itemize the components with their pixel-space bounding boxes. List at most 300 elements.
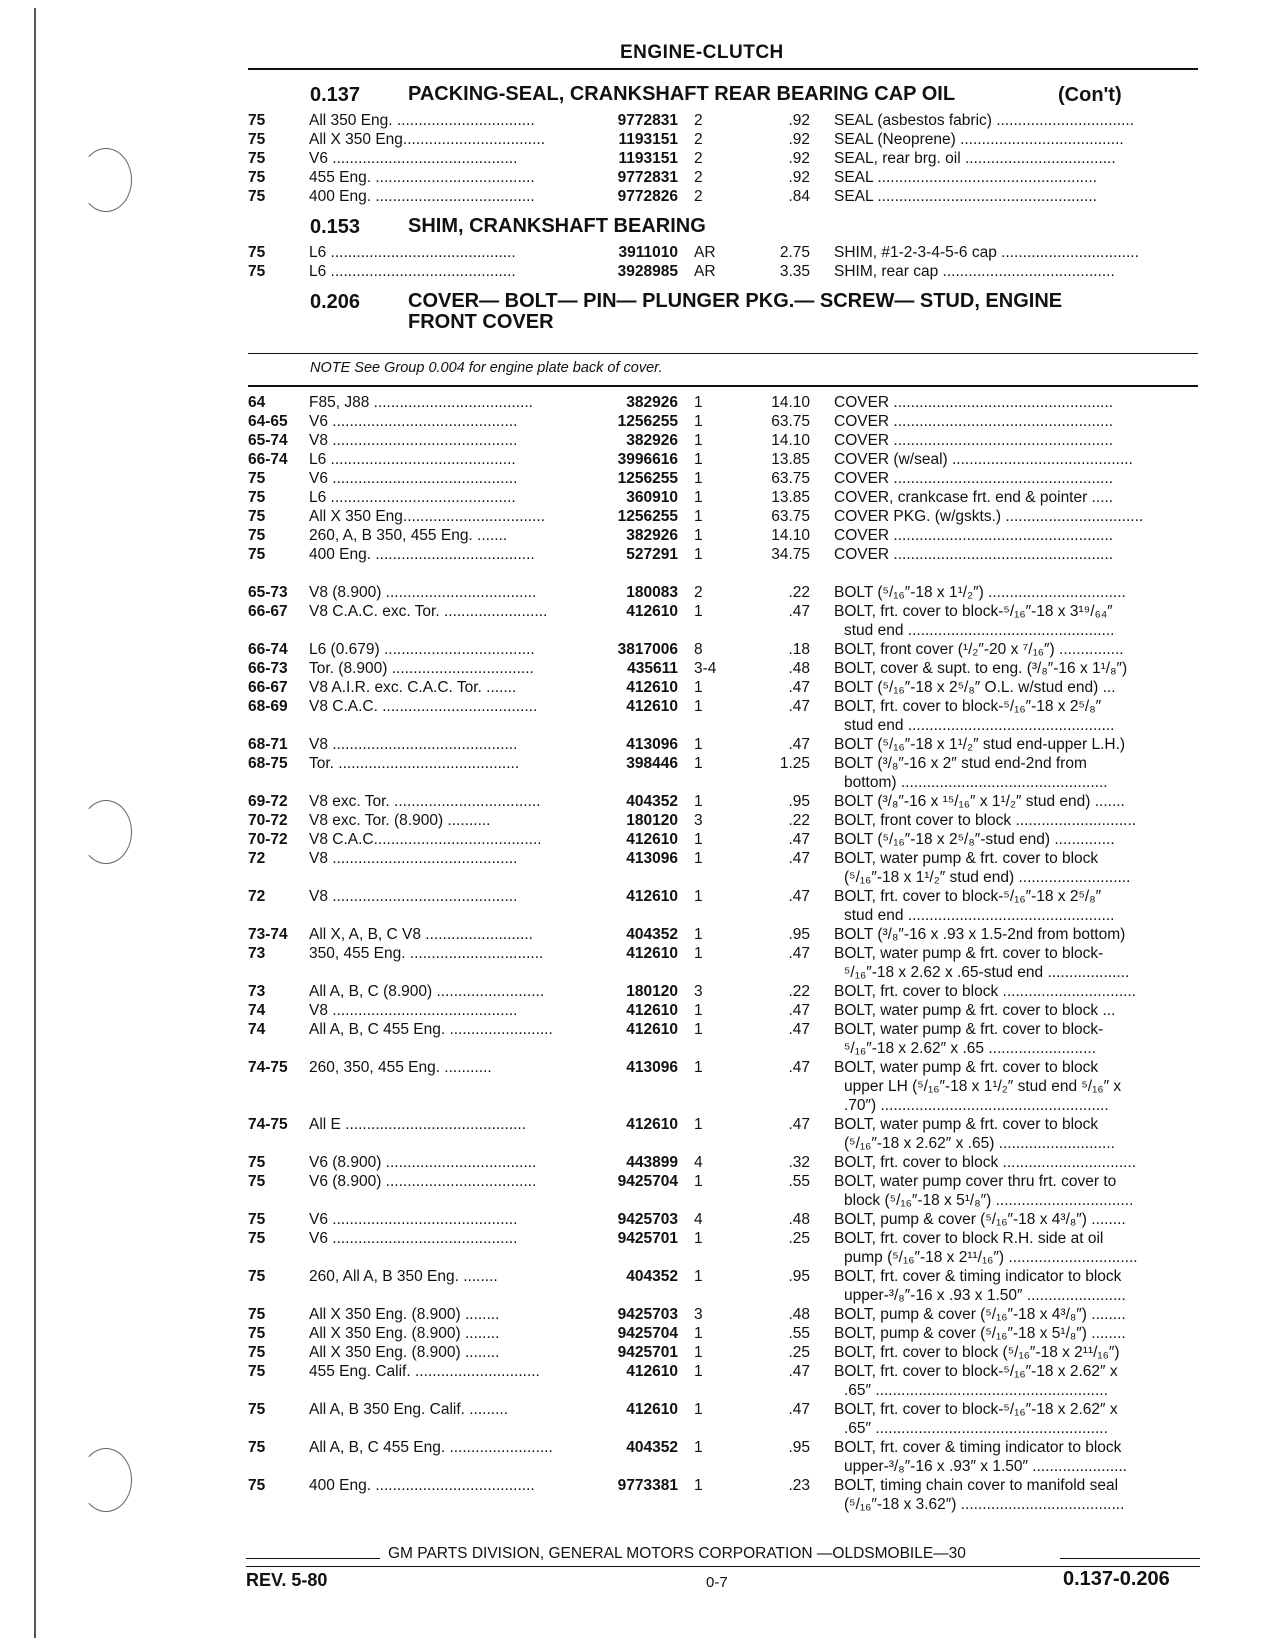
quantity-cell: 1 [694,1002,703,1019]
revision-label: REV. 5-80 [246,1570,328,1590]
model-cell: All A, B, C 455 Eng. ........................ [309,1439,553,1456]
model-cell: V8 exc. Tor. .................................. [309,793,541,810]
part-number-cell: 9772826 [617,188,678,205]
group-number: 0.153 [310,216,361,238]
table-row [0,546,1280,564]
description-cell: BOLT, pump & cover (⁵/₁₆″-18 x 4³/₈″) ........ [834,1306,1126,1323]
table-row [0,1325,1280,1343]
price-cell: .92 [788,150,810,167]
price-cell: .47 [788,1401,810,1418]
year-cell: 75 [248,527,266,544]
description-cell: BOLT (⁵/₁₆″-18 x 1¹/₂″ stud end-upper L.H.) [834,736,1126,753]
year-cell: 75 [248,1211,266,1228]
description-cell: COVER (w/seal) .......................................... [834,451,1133,468]
part-number-cell: 412610 [626,888,678,905]
part-number-cell: 412610 [626,679,678,696]
quantity-cell: 2 [694,112,703,129]
price-cell: .95 [788,1439,810,1456]
price-cell: .84 [788,188,810,205]
table-row [0,169,1280,187]
year-cell: 75 [248,1306,266,1323]
year-cell: 75 [248,546,266,563]
price-cell: 1.25 [779,755,810,772]
description-cell: BOLT, frt. cover to block-⁵/₁₆″-18 x 2.62″ x [834,1363,1118,1380]
quantity-cell: 1 [694,736,703,753]
model-cell: All X 350 Eng................................. [309,131,546,148]
table-row [0,1002,1280,1020]
description-cell: BOLT, water pump & frt. cover to block [834,1116,1099,1133]
group-title: SHIM, CRANKSHAFT BEARING [408,215,706,237]
description-cell: BOLT, water pump & frt. cover to block- [834,1021,1104,1038]
price-cell: 13.85 [771,451,810,468]
part-number-cell: 404352 [626,1268,678,1285]
table-row [0,812,1280,830]
part-number-cell: 382926 [626,527,678,544]
description-cell: COVER ................................................... [834,470,1114,487]
description-cell: BOLT, water pump & frt. cover to block- [834,945,1104,962]
year-cell: 75 [248,1154,266,1171]
quantity-cell: 1 [694,1173,703,1190]
description-cell: BOLT, water pump cover thru frt. cover to [834,1173,1117,1190]
description-cell: BOLT, frt. cover to block-⁵/₁₆″-18 x 2⁵/₈″ [834,698,1102,715]
price-cell: .48 [788,1211,810,1228]
description-continuation: ⁵/₁₆″-18 x 2.62 x .65-stud end ................... [844,964,1130,981]
quantity-cell: 1 [694,945,703,962]
quantity-cell: 1 [694,1059,703,1076]
description-continuation: (⁵/₁₆″-18 x 1¹/₂″ stud end) .......................... [844,869,1131,886]
part-number-cell: 412610 [626,1401,678,1418]
model-cell: V8 ........................................... [309,888,518,905]
price-cell: .47 [788,736,810,753]
model-cell: F85, J88 ..................................... [309,394,533,411]
section-title: ENGINE-CLUTCH [620,42,784,63]
quantity-cell: 1 [694,831,703,848]
group-number: 0.206 [310,291,361,313]
quantity-cell: 3 [694,983,703,1000]
part-number-cell: 360910 [626,489,678,506]
description-cell: COVER PKG. (w/gskts.) ................................ [834,508,1144,525]
table-row [0,793,1280,811]
table-row [0,831,1280,849]
description-cell: SEAL (Neoprene) ...................................... [834,131,1124,148]
quantity-cell: 1 [694,1401,703,1418]
year-cell: 74-75 [248,1059,288,1076]
year-cell: 74 [248,1021,266,1038]
model-cell: All X 350 Eng. (8.900) ........ [309,1325,500,1342]
part-number-cell: 412610 [626,1116,678,1133]
price-cell: .47 [788,1059,810,1076]
quantity-cell: 1 [694,1116,703,1133]
model-cell: V8 ........................................... [309,736,518,753]
year-cell: 73-74 [248,926,288,943]
year-cell: 75 [248,169,266,186]
part-number-cell: 443899 [626,1154,678,1171]
part-number-cell: 404352 [626,926,678,943]
year-cell: 75 [248,1363,266,1380]
part-number-cell: 412610 [626,1363,678,1380]
part-number-cell: 412610 [626,603,678,620]
year-cell: 75 [248,1230,266,1247]
year-cell: 74-75 [248,1116,288,1133]
table-row [0,150,1280,168]
model-cell: All X, A, B, C V8 ......................... [309,926,533,943]
year-cell: 68-75 [248,755,288,772]
description-continuation: stud end ................................................ [844,622,1115,639]
description-cell: COVER ................................................... [834,394,1114,411]
table-row [0,527,1280,545]
price-cell: .47 [788,831,810,848]
quantity-cell: 2 [694,188,703,205]
part-number-cell: 413096 [626,1059,678,1076]
year-cell: 75 [248,112,266,129]
quantity-cell: 3 [694,1306,703,1323]
description-continuation: stud end ................................................ [844,717,1115,734]
price-cell: 63.75 [771,470,810,487]
part-number-cell: 1256255 [617,470,678,487]
price-cell: 63.75 [771,413,810,430]
continued-label: (Con't) [1058,84,1122,106]
model-cell: All 350 Eng. ................................ [309,112,535,129]
footer-rule-right [1060,1558,1200,1559]
year-cell: 66-74 [248,641,288,658]
quantity-cell: 2 [694,150,703,167]
model-cell: V8 ........................................... [309,432,518,449]
year-cell: 66-67 [248,679,288,696]
quantity-cell: 1 [694,603,703,620]
price-cell: .47 [788,1021,810,1038]
table-row [0,451,1280,469]
year-cell: 74 [248,1002,266,1019]
model-cell: V8 exc. Tor. (8.900) .......... [309,812,491,829]
description-cell: BOLT, frt. cover to block (⁵/₁₆″-18 x 2¹¹/₁₆″) [834,1344,1120,1361]
description-continuation: ⁵/₁₆″-18 x 2.62″ x .65 ......................... [844,1040,1096,1057]
group-range: 0.137-0.206 [1063,1568,1170,1590]
model-cell: V6 ........................................... [309,413,518,430]
part-number-cell: 413096 [626,850,678,867]
table-row [0,413,1280,431]
part-number-cell: 412610 [626,1002,678,1019]
description-cell: BOLT, water pump & frt. cover to block ... [834,1002,1116,1019]
description-cell: BOLT, front cover (¹/₂″-20 x ⁷/₁₆″) ............... [834,641,1124,658]
model-cell: V8 A.I.R. exc. C.A.C. Tor. ....... [309,679,517,696]
quantity-cell: 1 [694,1021,703,1038]
part-number-cell: 9773381 [617,1477,678,1494]
quantity-cell: 1 [694,698,703,715]
price-cell: 2.75 [779,244,810,261]
description-cell: BOLT, cover & supt. to eng. (³/₈″-16 x 1¹/₈″) [834,660,1128,677]
table-row [0,679,1280,697]
year-cell: 75 [248,263,266,280]
price-cell: .47 [788,888,810,905]
description-cell: BOLT, timing chain cover to manifold seal [834,1477,1119,1494]
description-cell: BOLT (⁵/₁₆″-18 x 1¹/₂″) ................................ [834,584,1126,601]
model-cell: 455 Eng. ..................................... [309,169,535,186]
model-cell: Tor. .......................................... [309,755,520,772]
note-bottom-rule [248,385,1198,387]
group-title-line2: FRONT COVER [408,311,554,333]
part-number-cell: 180120 [626,812,678,829]
year-cell: 64 [248,394,266,411]
price-cell: .47 [788,1363,810,1380]
quantity-cell: AR [694,263,716,280]
description-cell: SEAL ................................................... [834,188,1097,205]
year-cell: 75 [248,150,266,167]
part-number-cell: 404352 [626,1439,678,1456]
footer-rule-left [246,1558,380,1559]
table-row [0,1401,1280,1437]
year-cell: 75 [248,1477,266,1494]
table-row [0,1154,1280,1172]
table-row [0,584,1280,602]
description-cell: BOLT, frt. cover & timing indicator to block [834,1439,1122,1456]
part-number-cell: 180083 [626,584,678,601]
description-continuation: .65″ ...................................................... [844,1420,1108,1437]
year-cell: 75 [248,1173,266,1190]
part-number-cell: 382926 [626,394,678,411]
description-cell: BOLT, pump & cover (⁵/₁₆″-18 x 5¹/₈″) ........ [834,1325,1126,1342]
model-cell: L6 (0.679) ................................... [309,641,535,658]
table-row [0,1211,1280,1229]
table-row [0,508,1280,526]
price-cell: 14.10 [771,527,810,544]
model-cell: V6 (8.900) ................................... [309,1154,537,1171]
year-cell: 66-73 [248,660,288,677]
model-cell: 400 Eng. ..................................... [309,546,535,563]
quantity-cell: 1 [694,432,703,449]
model-cell: All A, B, C 455 Eng. ........................ [309,1021,553,1038]
quantity-cell: 1 [694,755,703,772]
quantity-cell: 2 [694,131,703,148]
year-cell: 75 [248,188,266,205]
table-row [0,736,1280,754]
model-cell: 350, 455 Eng. ............................... [309,945,544,962]
model-cell: V6 ........................................... [309,1211,518,1228]
part-number-cell: 412610 [626,1021,678,1038]
model-cell: All X 350 Eng. (8.900) ........ [309,1344,500,1361]
table-row [0,188,1280,206]
part-number-cell: 382926 [626,432,678,449]
price-cell: .22 [788,584,810,601]
quantity-cell: 1 [694,1363,703,1380]
price-cell: .95 [788,926,810,943]
footer-rule [246,1566,1200,1567]
year-cell: 64-65 [248,413,288,430]
quantity-cell: 1 [694,1268,703,1285]
description-cell: BOLT, water pump & frt. cover to block [834,1059,1099,1076]
price-cell: 63.75 [771,508,810,525]
part-number-cell: 435611 [627,660,678,677]
price-cell: .47 [788,698,810,715]
quantity-cell: 1 [694,508,703,525]
part-number-cell: 527291 [626,546,678,563]
description-cell: SHIM, #1-2-3-4-5-6 cap ................................ [834,244,1139,261]
table-row [0,603,1280,639]
description-cell: SEAL ................................................... [834,169,1097,186]
year-cell: 68-69 [248,698,288,715]
model-cell: 455 Eng. Calif. ............................. [309,1363,540,1380]
year-cell: 66-67 [248,603,288,620]
price-cell: .22 [788,983,810,1000]
description-cell: BOLT, frt. cover to block-⁵/₁₆″-18 x 3¹⁹/₆₄″ [834,603,1113,620]
model-cell: V6 ........................................... [309,470,518,487]
part-number-cell: 1256255 [617,413,678,430]
table-row [0,983,1280,1001]
quantity-cell: 4 [694,1154,703,1171]
description-cell: BOLT (³/₈″-16 x 2″ stud end-2nd from [834,755,1087,772]
part-number-cell: 3996616 [617,451,678,468]
description-cell: BOLT (⁵/₁₆″-18 x 2⁵/₈″-stud end) .............. [834,831,1115,848]
table-row [0,888,1280,924]
description-cell: COVER ................................................... [834,432,1114,449]
table-row [0,470,1280,488]
model-cell: 400 Eng. ..................................... [309,188,535,205]
year-cell: 75 [248,1401,266,1418]
price-cell: .23 [788,1477,810,1494]
year-cell: 75 [248,1439,266,1456]
description-continuation: upper-³/₈″-16 x .93 x 1.50″ ....................... [844,1287,1126,1304]
quantity-cell: AR [694,244,716,261]
model-cell: V6 (8.900) ................................... [309,1173,537,1190]
description-continuation: stud end ................................................ [844,907,1115,924]
price-cell: .47 [788,1002,810,1019]
description-cell: BOLT (³/₈″-16 x ¹⁵/₁₆″ x 1¹/₂″ stud end) ....... [834,793,1125,810]
model-cell: V6 ........................................... [309,150,518,167]
group-number: 0.137 [310,84,361,106]
quantity-cell: 1 [694,394,703,411]
year-cell: 75 [248,1268,266,1285]
description-cell: BOLT, frt. cover to block-⁵/₁₆″-18 x 2.62″ x [834,1401,1118,1418]
year-cell: 66-74 [248,451,288,468]
model-cell: L6 ........................................... [309,244,516,261]
table-row [0,1059,1280,1114]
part-number-cell: 3817006 [617,641,678,658]
description-continuation: upper LH (⁵/₁₆″-18 x 1¹/₂″ stud end ⁵/₁₆″ x [844,1078,1122,1095]
quantity-cell: 1 [694,679,703,696]
model-cell: All E .......................................... [309,1116,527,1133]
model-cell: 260, A, B 350, 455 Eng. ....... [309,527,508,544]
price-cell: .47 [788,945,810,962]
table-row [0,1230,1280,1266]
year-cell: 65-73 [248,584,288,601]
model-cell: V8 C.A.C....................................... [309,831,542,848]
quantity-cell: 1 [694,1325,703,1342]
model-cell: All A, B 350 Eng. Calif. ......... [309,1401,509,1418]
page-number: 0-7 [706,1574,728,1591]
model-cell: Tor. (8.900) ................................. [309,660,534,677]
price-cell: .47 [788,850,810,867]
price-cell: .92 [788,131,810,148]
year-cell: 75 [248,508,266,525]
year-cell: 70-72 [248,831,288,848]
table-row [0,489,1280,507]
footer-publisher: GM PARTS DIVISION, GENERAL MOTORS CORPORATION —OLDSMOBILE—30 [388,1545,966,1562]
part-number-cell: 1193151 [618,150,678,167]
year-cell: 69-72 [248,793,288,810]
part-number-cell: 180120 [626,983,678,1000]
model-cell: V8 (8.900) ................................... [309,584,537,601]
header-rule [248,68,1198,70]
table-row [0,1173,1280,1209]
description-cell: BOLT, frt. cover to block ............................... [834,1154,1137,1171]
description-cell: BOLT, frt. cover to block ............................... [834,983,1137,1000]
group-title-line1: COVER— BOLT— PIN— PLUNGER PKG.— SCREW— STUD, ENGINE [408,290,1063,312]
quantity-cell: 1 [694,451,703,468]
quantity-cell: 1 [694,1477,703,1494]
part-number-cell: 412610 [626,698,678,715]
description-cell: COVER ................................................... [834,527,1114,544]
quantity-cell: 1 [694,1344,703,1361]
part-number-cell: 3911010 [618,244,678,261]
model-cell: V8 C.A.C. exc. Tor. ........................ [309,603,548,620]
part-number-cell: 9772831 [617,169,678,186]
description-cell: SEAL, rear brg. oil ................................... [834,150,1116,167]
table-row [0,1021,1280,1057]
year-cell: 68-71 [248,736,288,753]
year-cell: 75 [248,244,266,261]
description-cell: BOLT, water pump & frt. cover to block [834,850,1099,867]
price-cell: 14.10 [771,394,810,411]
table-row [0,1306,1280,1324]
price-cell: .25 [788,1230,810,1247]
model-cell: All A, B, C (8.900) ......................... [309,983,545,1000]
description-cell: BOLT, front cover to block ............................ [834,812,1137,829]
model-cell: V8 ........................................... [309,850,518,867]
table-row [0,1477,1280,1513]
group-title: PACKING-SEAL, CRANKSHAFT REAR BEARING CAP OIL [408,83,956,105]
part-number-cell: 9425703 [617,1211,678,1228]
table-row [0,1116,1280,1152]
quantity-cell: 1 [694,413,703,430]
part-number-cell: 404352 [626,793,678,810]
part-number-cell: 412610 [626,831,678,848]
price-cell: .55 [788,1325,810,1342]
model-cell: 260, 350, 455 Eng. ........... [309,1059,492,1076]
model-cell: L6 ........................................... [309,451,516,468]
price-cell: .48 [788,1306,810,1323]
description-continuation: .65″ ...................................................... [844,1382,1108,1399]
table-row [0,432,1280,450]
part-number-cell: 412610 [626,945,678,962]
table-row [0,1268,1280,1304]
table-row [0,660,1280,678]
year-cell: 75 [248,489,266,506]
table-row [0,1439,1280,1475]
price-cell: .47 [788,679,810,696]
group-note: NOTE See Group 0.004 for engine plate back of cover. [310,360,663,376]
price-cell: .18 [788,641,810,658]
description-continuation: upper-³/₈″-16 x .93″ x 1.50″ ...................... [844,1458,1128,1475]
table-row [0,641,1280,659]
description-continuation: (⁵/₁₆″-18 x 3.62″) ...................................... [844,1496,1125,1513]
table-row [0,850,1280,886]
price-cell: .25 [788,1344,810,1361]
table-row [0,131,1280,149]
table-row [0,1344,1280,1362]
year-cell: 75 [248,1344,266,1361]
table-row [0,112,1280,130]
quantity-cell: 2 [694,169,703,186]
price-cell: .95 [788,1268,810,1285]
model-cell: L6 ........................................... [309,489,516,506]
description-cell: BOLT (⁵/₁₆″-18 x 2⁵/₈″ O.L. w/stud end) ... [834,679,1116,696]
part-number-cell: 9425704 [617,1325,678,1342]
price-cell: 14.10 [771,432,810,449]
description-continuation: .70″) ..................................................... [844,1097,1109,1114]
model-cell: All X 350 Eng................................. [309,508,546,525]
quantity-cell: 1 [694,850,703,867]
quantity-cell: 1 [694,1230,703,1247]
quantity-cell: 1 [694,489,703,506]
